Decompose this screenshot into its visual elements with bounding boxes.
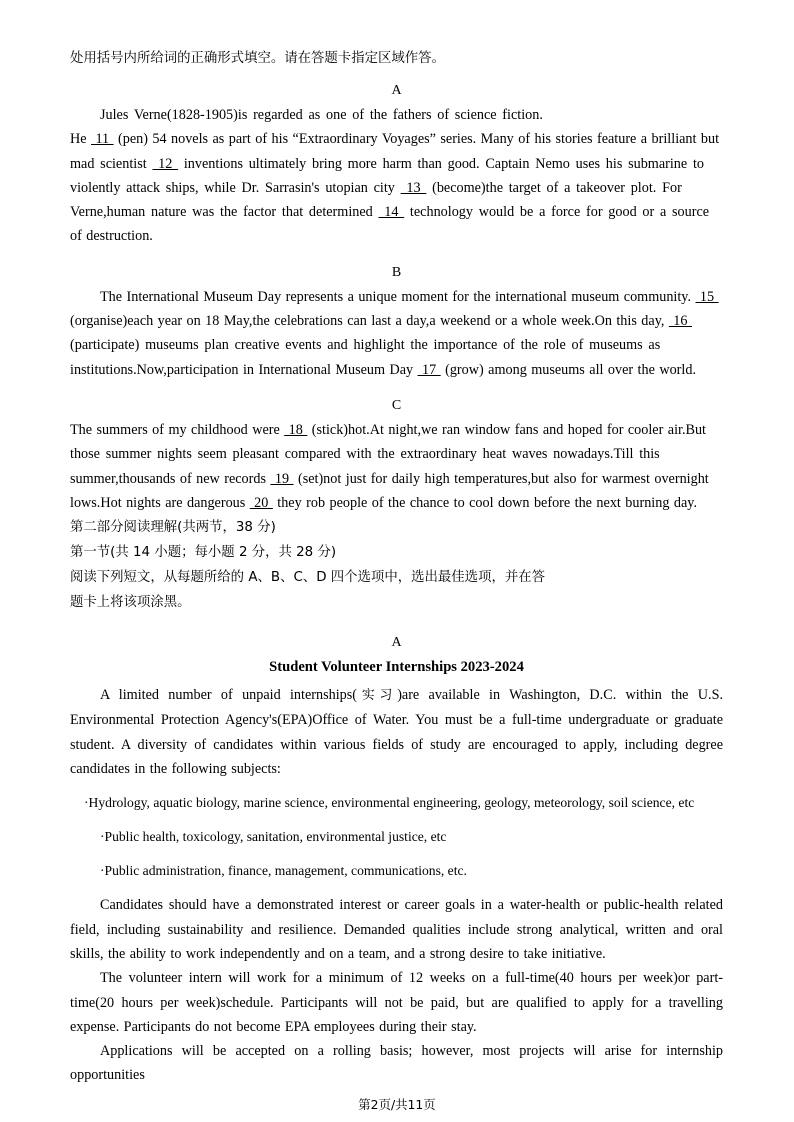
cloze-section-letter-a: A [391, 83, 402, 98]
passage-a-p1-pre: A limited number of unpaid internships( [100, 687, 357, 704]
cloze-b-line-4: institutions.Now,participation in International Museum Day 17 (grow) among museums all over the world. [70, 361, 696, 378]
passage-a-p1-post: )are available in Washington, D.C. within the U.S. Environmental Protection Agency's(EPA)Office of Water. You must be a full-time undergraduate or graduate student. A diversity of candidates within various fields of study are encouraged to apply, including degree candidates in the following subjects: [70, 687, 724, 778]
cloze-b-line-1: The International Museum Day represents a unique moment for the international museum community. 15 [100, 288, 719, 305]
passage-a-paragraph-1 [70, 683, 723, 781]
part-two-heading: 第二部分阅读理解(共两节，38 分) [70, 520, 276, 536]
passage-a-paragraph-4: Applications will be accepted on a rolling basis; however, most projects will arise for internship opportunities [70, 1043, 723, 1084]
cloze-a-line-4: violently attack ships, while Dr. Sarrasin's utopian city 13 (become)the target of a takeover plot. For [70, 179, 682, 196]
cloze-section-letter-c: C [391, 397, 402, 413]
cloze-blank-17: 17 [417, 361, 441, 378]
cloze-a-line-3: mad scientist 12 inventions ultimately bring more harm than good. Captain Nemo uses his submarine to [70, 155, 704, 172]
passage-a-bullet-1: ·Hydrology, aquatic biology, marine science, environmental engineering, geology, meteorology, soil science, etc [84, 795, 695, 811]
cloze-blank-16: 16 [668, 313, 692, 330]
part-two-directions-line-1: 阅读下列短文，从每题所给的 A、B、C、D 四个选项中，选出最佳选项，并在答 [70, 570, 546, 586]
cloze-blank-18: 18 [284, 421, 308, 438]
cloze-b-line-3: (participate) museums plan creative events and highlight the importance of the role of museums as [70, 337, 661, 354]
cloze-c-line-1: The summers of my childhood were 18 (stick)hot.At night,we ran window fans and hoped for cooler air.But [70, 421, 706, 438]
cloze-blank-12: 12 [152, 155, 179, 172]
cloze-a-line-1: Jules Verne(1828-1905)is regarded as one of the fathers of science fiction. [100, 107, 543, 123]
passage-a-bullet-3: ·Public administration, finance, management, communications, etc. [100, 863, 467, 879]
passage-a-title: Student Volunteer Internships 2023-2024 [269, 659, 524, 676]
part-two-section-one-heading: 第一节(共 14 小题；每小题 2 分，共 28 分) [70, 545, 337, 561]
cloze-b-line-2: (organise)each year on 18 May,the celebrations can last a day,a weekend or a whole week.On this day, 16 [70, 313, 692, 330]
passage-a-bullet-2: ·Public health, toxicology, sanitation, environmental justice, etc [100, 829, 447, 845]
passage-letter-a: A [391, 635, 402, 651]
cloze-section-letter-b: B [391, 264, 402, 280]
cloze-c-line-3: summer,thousands of new records 19 (set)not just for daily high temperatures,but also for warmest overnight [70, 470, 709, 487]
fill-in-blank-instruction: 处用括号内所给词的正确形式填空。请在答题卡指定区域作答。 [70, 51, 445, 66]
cloze-blank-19: 19 [270, 470, 294, 487]
cloze-c-line-2: those summer nights seem pleasant compared with the extraordinary heat waves nowadays.Till this [70, 446, 660, 463]
cloze-blank-13: 13 [400, 179, 427, 196]
cloze-blank-11: 11 [91, 131, 114, 148]
cloze-blank-15: 15 [695, 288, 719, 305]
cloze-blank-20: 20 [249, 494, 273, 511]
cloze-blank-14: 14 [378, 204, 405, 221]
passage-a-paragraph-2: Candidates should have a demonstrated interest or career goals in a water-health or public-health related field, including sustainability and resilience. Demanded qualities include strong analytical, written and oral skills, the ability to work independently and on a team, and a strong desire to take initiative. [70, 897, 723, 962]
cloze-a-line-5: Verne,human nature was the factor that determined 14 technology would be a force for good or a source [70, 204, 710, 221]
cloze-a-line-2: He 11 (pen) 54 novels as part of his “Extraordinary Voyages” series. Many of his stories feature a brilliant but [70, 131, 720, 148]
cloze-a-line-6: of destruction. [70, 228, 153, 245]
cloze-c-line-4: lows.Hot nights are dangerous 20 they rob people of the chance to cool down before the next burning day. [70, 494, 697, 511]
part-two-directions-line-2: 题卡上将该项涂黑。 [70, 595, 191, 611]
passage-a-chinese-gloss: 实习 [356, 688, 398, 704]
passage-a-paragraph-3: The volunteer intern will work for a minimum of 12 weeks on a full-time(40 hours per week)or part-time(20 hours per week)schedule. Participants will not be paid, but are qualified to apply for a travelling expense. Participants do not become EPA employees during their stay. [70, 970, 723, 1035]
page-footer: 第2页/共11页 [358, 1097, 436, 1112]
